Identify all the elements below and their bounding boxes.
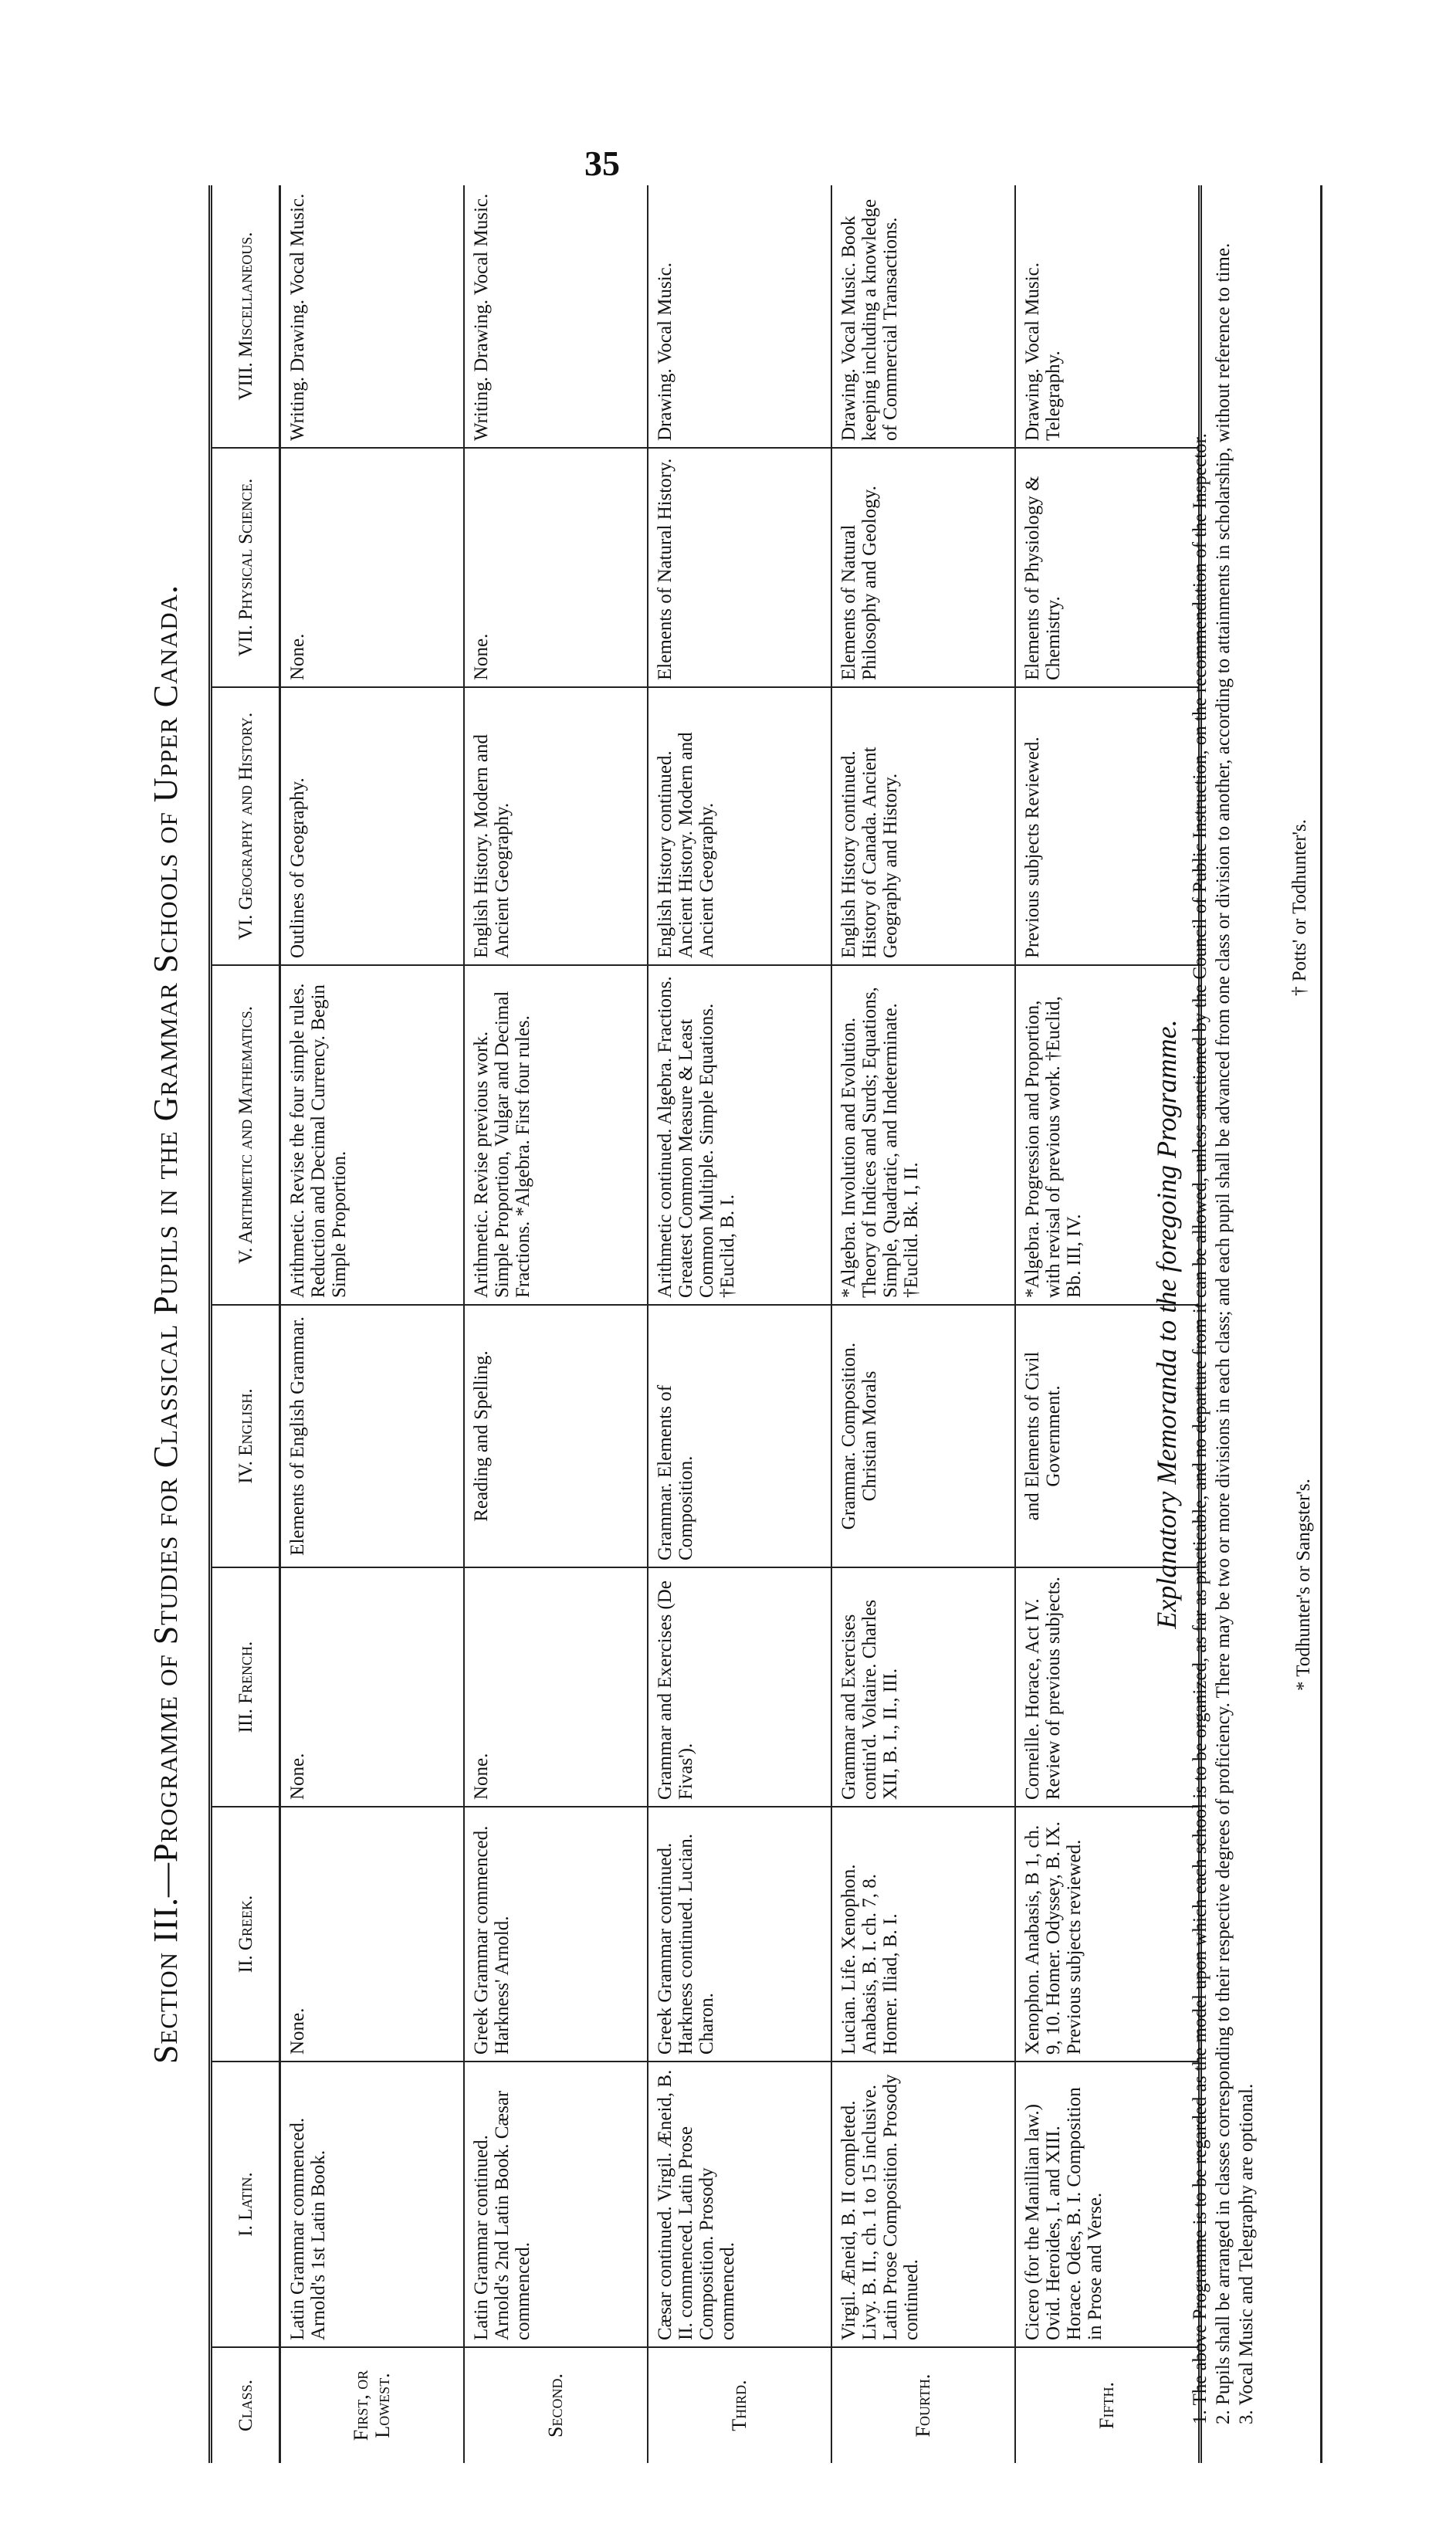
math-cell: Arithmetic. Revise previous work. Simple Proportion, Vulgar and Decimal Fractions. *Algebra. First four rules. bbox=[464, 965, 648, 1305]
math-cell: *Algebra. Involution and Evolution. Theory of Indices and Surds; Equations, Simple, Quadratic, and Indeterminate. †Euclid. Bk. I, II. bbox=[831, 965, 1015, 1305]
col-header-english: IV. English. bbox=[211, 1305, 280, 1567]
col-header-french: III. French. bbox=[211, 1567, 280, 1807]
french-cell: None. bbox=[464, 1567, 648, 1807]
greek-cell: None. bbox=[280, 1807, 465, 2062]
geography-cell: Outlines of Geography. bbox=[280, 687, 465, 965]
col-header-science: VII. Physical Science. bbox=[211, 448, 280, 687]
table-row bbox=[648, 185, 831, 2463]
footnote-dagger: † Potts' or Todhunter's. bbox=[1289, 818, 1310, 996]
memoranda-notes bbox=[1189, 208, 1258, 2448]
science-cell: Elements of Natural Philosophy and Geology. bbox=[831, 448, 1015, 687]
english-cell: Elements of English Grammar. bbox=[280, 1305, 465, 1567]
class-name: Fourth. bbox=[831, 2347, 1015, 2463]
french-cell: None. bbox=[280, 1567, 465, 1807]
french-cell: Corneille. Horace, Act IV. Review of previous subjects. bbox=[1015, 1567, 1200, 1807]
class-name: Fifth. bbox=[1015, 2347, 1200, 2463]
science-cell: Elements of Natural History. bbox=[648, 448, 831, 687]
latin-cell: Latin Grammar commenced. Arnold's 1st Latin Book. bbox=[280, 2062, 465, 2347]
memoranda-title: Explanatory Memoranda to the foregoing Programme. bbox=[1151, 1019, 1182, 1629]
class-name: Second. bbox=[464, 2347, 648, 2463]
geography-cell: English History continued. Ancient History. Modern and Ancient Geography. bbox=[648, 687, 831, 965]
table-row bbox=[280, 185, 465, 2463]
footnote-star: * Todhunter's or Sangster's. bbox=[1293, 1479, 1314, 1691]
english-cell: Grammar. Composition. Christian Morals bbox=[831, 1305, 1015, 1567]
rotated-programme-table bbox=[131, 185, 1320, 2463]
note-item: 2. Pupils shall be arranged in classes corresponding to their respective degrees of proficiency. There may be two or more divisions in each class; and each pupil shall be advanced from one class or division to another, according to attainments in scholarship, without reference to time. bbox=[1213, 242, 1234, 2424]
greek-cell: Lucian. Life. Xenophon. Anabasis, B. I. ch. 7, 8. Homer. Iliad, B. I. bbox=[831, 1807, 1015, 2062]
greek-cell: Greek Grammar continued. Harkness continued. Lucian. Charon. bbox=[648, 1807, 831, 2062]
science-cell: Elements of Physiology & Chemistry. bbox=[1015, 448, 1200, 687]
note-item: 3. Vocal Music and Telegraphy are optional. bbox=[1236, 2083, 1257, 2424]
geography-cell: Previous subjects Reviewed. bbox=[1015, 687, 1200, 965]
french-cell: Grammar and Exercises contin'd. Voltaire. Charles XII, B. I., II., III. bbox=[831, 1567, 1015, 1807]
latin-cell: Cicero (for the Manillian law.) Ovid. Heroides, I. and XIII. Horace. Odes, B. I. Composition in Prose and Verse. bbox=[1015, 2062, 1200, 2347]
math-cell: *Algebra. Progression and Proportion, with revisal of previous work. †Euclid, Bb. III, IV. bbox=[1015, 965, 1200, 1305]
geography-cell: English History. Modern and Ancient Geography. bbox=[464, 687, 648, 965]
page-number: 35 bbox=[584, 144, 620, 183]
misc-cell: Drawing. Vocal Music. bbox=[648, 185, 831, 448]
col-header-class: Class. bbox=[211, 2347, 280, 2463]
misc-cell: Drawing. Vocal Music. Book keeping including a knowledge of Commercial Transactions. bbox=[831, 185, 1015, 448]
table-row bbox=[831, 185, 1015, 2463]
col-header-greek: II. Greek. bbox=[211, 1807, 280, 2062]
greek-cell: Greek Grammar commenced. Harkness' Arnold. bbox=[464, 1807, 648, 2062]
bottom-rule bbox=[1320, 185, 1322, 2463]
math-cell: Arithmetic continued. Algebra. Fractions. Greatest Common Measure & Least Common Multiple. Simple Equations. †Euclid, B. I. bbox=[648, 965, 831, 1305]
english-cell: Grammar. Elements of Composition. bbox=[648, 1305, 831, 1567]
latin-cell: Latin Grammar continued. Arnold's 2nd Latin Book. Cæsar commenced. bbox=[464, 2062, 648, 2347]
table-row bbox=[464, 185, 648, 2463]
science-cell: None. bbox=[464, 448, 648, 687]
latin-cell: Virgil. Æneid, B. II completed. Livy. B. II., ch. 1 to 15 inclusive. Latin Prose Composition. Prosody continued. bbox=[831, 2062, 1015, 2347]
col-header-latin: I. Latin. bbox=[211, 2062, 280, 2347]
col-header-geography: VI. Geography and History. bbox=[211, 687, 280, 965]
col-header-math: V. Arithmetic and Mathematics. bbox=[211, 965, 280, 1305]
science-cell: None. bbox=[280, 448, 465, 687]
class-name: Third. bbox=[648, 2347, 831, 2463]
french-cell: Grammar and Exercises (De Fivas'). bbox=[648, 1567, 831, 1807]
math-cell: Arithmetic. Revise the four simple rules. Reduction and Decimal Currency. Begin Simple Proportion. bbox=[280, 965, 465, 1305]
class-name: First, or Lowest. bbox=[280, 2347, 465, 2463]
note-item: 1. The above Programme is to be regarded as the model upon which each school is to be organized, as far as practicable, and no departure from it can be allowed, unless sanctioned by the Council of Public Instruction, on the recommendation of the Inspector. bbox=[1190, 433, 1211, 2424]
header-row bbox=[211, 185, 280, 2463]
misc-cell: Writing. Drawing. Vocal Music. bbox=[464, 185, 648, 448]
english-cell: and Elements of Civil Government. bbox=[1015, 1305, 1200, 1567]
col-header-misc: VIII. Miscellaneous. bbox=[211, 185, 280, 448]
latin-cell: Cæsar continued. Virgil. Æneid, B. II. commenced. Latin Prose Composition. Prosody commenced. bbox=[648, 2062, 831, 2347]
greek-cell: Xenophon. Anabasis, B 1, ch. 9, 10. Homer. Odyssey, B. IX. Previous subjects reviewed. bbox=[1015, 1807, 1200, 2062]
programme-table bbox=[208, 185, 1202, 2463]
geography-cell: English History continued. History of Canada. Ancient Geography and History. bbox=[831, 687, 1015, 965]
english-cell: Reading and Spelling. bbox=[464, 1305, 648, 1567]
misc-cell: Writing. Drawing. Vocal Music. bbox=[280, 185, 465, 448]
section-title: Section III.—Programme of Studies for Classical Pupils in the Grammar Schools of Upper Canada. bbox=[147, 584, 185, 2065]
misc-cell: Drawing. Vocal Music. Telegraphy. bbox=[1015, 185, 1200, 448]
